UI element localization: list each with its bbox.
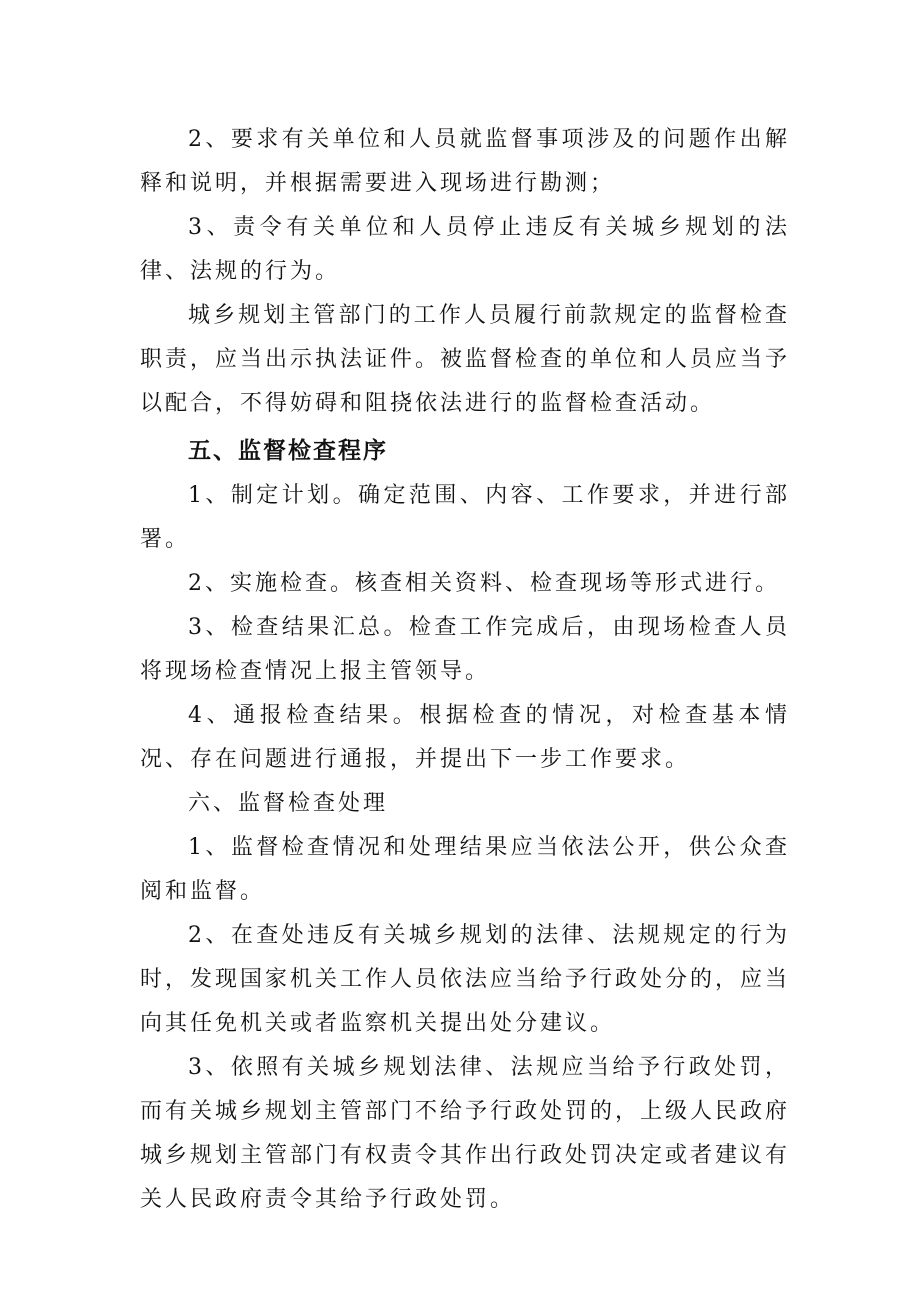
paragraph-item-3: 3、责令有关单位和人员停止违反有关城乡规划的法律、法规的行为。 [140, 215, 790, 284]
paragraph-handling-2: 2、在查处违反有关城乡规划的法律、法规规定的行为时，发现国家机关工作人员依法应当给予行政处分的，应当向其任免机关或者监察机关提出处分建议。 [140, 923, 791, 1036]
paragraph-procedure-1: 1、制定计划。确定范围、内容、工作要求，并进行部署。 [140, 483, 790, 552]
paragraph-duty-note: 城乡规划主管部门的工作人员履行前款规定的监督检查职责，应当出示执法证件。被监督检查的单位和人员应当予以配合，不得妨碍和阻挠依法进行的监督检查活动。 [140, 303, 791, 416]
paragraph-item-2: 2、要求有关单位和人员就监督事项涉及的问题作出解释和说明，并根据需要进入现场进行勘测； [140, 127, 790, 196]
paragraph-handling-3: 3、依照有关城乡规划法律、法规应当给予行政处罚，而有关城乡规划主管部门不给予行政处罚的，上级人民政府城乡规划主管部门有权责令其作出行政处罚决定或者建议有关人民政府责令其给予行政处罚。 [140, 1055, 791, 1212]
paragraph-procedure-3: 3、检查结果汇总。检查工作完成后，由现场检查人员将现场检查情况上报主管领导。 [140, 615, 790, 684]
paragraph-procedure-2: 2、实施检查。核查相关资料、检查现场等形式进行。 [188, 571, 780, 596]
paragraph-handling-1: 1、监督检查情况和处理结果应当依法公开，供公众查阅和监督。 [140, 835, 790, 904]
paragraph-procedure-4: 4、通报检查结果。根据检查的情况，对检查基本情况、存在问题进行通报，并提出下一步工作要求。 [140, 703, 790, 772]
document-page [140, 118, 790, 1222]
section-heading-procedure: 五、监督检查程序 [188, 437, 388, 464]
section-heading-handling: 六、监督检查处理 [188, 791, 389, 816]
